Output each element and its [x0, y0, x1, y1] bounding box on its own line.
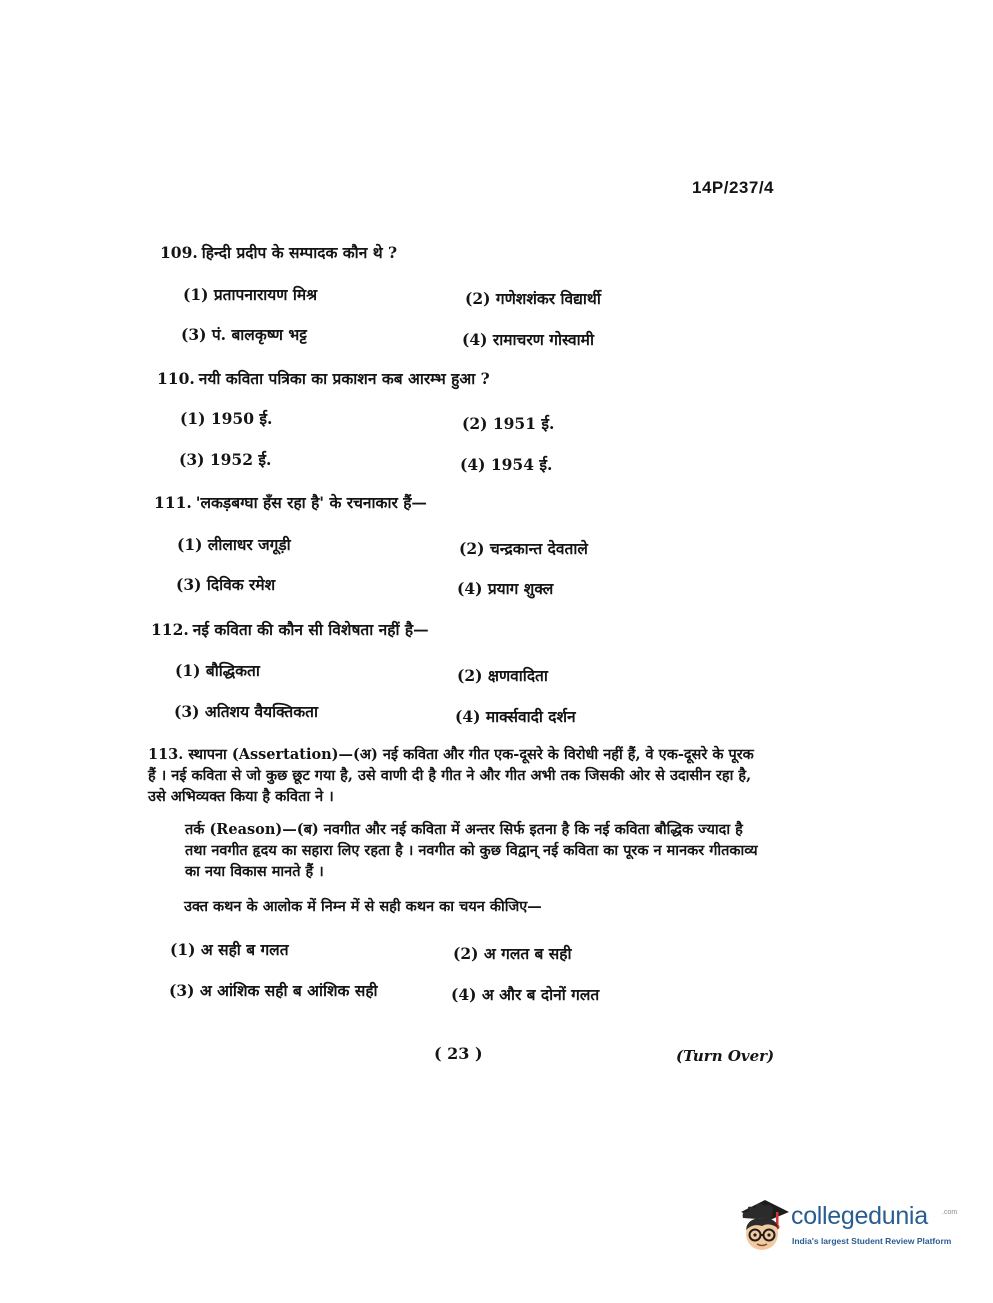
assertion-text: स्थापना (Assertation)—(अ) नई कविता और गीत एक-दूसरे के विरोधी नहीं हैं, वे एक-दूसरे के पूरक हैं । नई कविता से जो कुछ छूट गया है, उसे वाणी दी है गीत ने और गीत अभी तक जिसकी ओर से उदासीन रहा है, उसे अभिव्यक्त किया है कविता ने ।: [148, 746, 754, 805]
question-text: नई कविता की कौन सी विशेषता नहीं है—: [192, 620, 429, 639]
question-113-assertion: [148, 744, 766, 807]
option-109-1: (1) प्रतापनारायण मिश्र: [183, 285, 318, 304]
mascot-icon: [735, 1196, 791, 1258]
option-113-4: (4) अ और ब दोनों गलत: [451, 985, 600, 1004]
option-111-3: (3) दिविक रमेश: [176, 575, 276, 594]
option-113-3: (3) अ आंशिक सही ब आंशिक सही: [169, 981, 378, 1000]
option-109-2: (2) गणेशशंकर विद्यार्थी: [465, 289, 601, 308]
question-text: नयी कविता पत्रिका का प्रकाशन कब आरम्भ हुआ ?: [198, 369, 490, 388]
logo-suffix: .com: [942, 1209, 958, 1216]
turn-over-note: (Turn Over): [676, 1047, 775, 1065]
option-109-3: (3) पं. बालकृष्ण भट्ट: [181, 325, 307, 344]
option-112-4: (4) मार्क्सवादी दर्शन: [455, 707, 576, 726]
option-112-3: (3) अतिशय वैयक्तिकता: [174, 702, 318, 721]
question-113-reason: तर्क (Reason)—(ब) नवगीत और नई कविता में अन्तर सिर्फ इतना है कि नई कविता बौद्धिक ज्यादा है तथा नवगीत हृदय का सहारा लिए रहता है । नवगीत को कुछ विद्वान् नई कविता का पूरक न मानकर गीतकाव्य का नया विकास मानते हैं ।: [185, 821, 758, 880]
page-number: ( 23 ): [434, 1044, 483, 1063]
option-111-2: (2) चन्द्रकान्त देवताले: [459, 539, 588, 558]
option-110-1: (1) 1950 ई.: [180, 409, 273, 428]
question-111: [154, 491, 427, 513]
logo-name: collegedunia: [791, 1202, 928, 1230]
option-110-2: (2) 1951 ई.: [462, 414, 555, 433]
logo-tagline: India's largest Student Review Platform: [792, 1236, 952, 1246]
question-number: 113.: [148, 746, 184, 763]
option-112-1: (1) बौद्धिकता: [175, 661, 260, 680]
question-number: 110.: [157, 369, 195, 388]
option-113-2: (2) अ गलत ब सही: [453, 944, 572, 963]
option-113-1: (1) अ सही ब गलत: [170, 940, 289, 959]
option-110-3: (3) 1952 ई.: [179, 450, 272, 469]
option-112-2: (2) क्षणवादिता: [457, 666, 548, 685]
option-111-1: (1) लीलाधर जगूड़ी: [177, 535, 291, 554]
question-113-instruction: उक्त कथन के आलोक में निम्न में से सही कथन का चयन कीजिए—: [184, 898, 542, 915]
question-text: हिन्दी प्रदीप के सम्पादक कौन थे ?: [201, 243, 398, 262]
question-112: [151, 618, 429, 640]
question-109: [160, 241, 397, 263]
option-109-4: (4) रामाचरण गोस्वामी: [462, 330, 594, 349]
option-111-4: (4) प्रयाग शुक्ल: [457, 579, 554, 598]
question-number: 112.: [151, 620, 189, 639]
question-number: 111.: [154, 493, 192, 512]
collegedunia-logo: [735, 1196, 965, 1258]
paper-code: 14P/237/4: [692, 178, 775, 197]
question-number: 109.: [160, 243, 198, 262]
option-110-4: (4) 1954 ई.: [460, 455, 553, 474]
question-110: [157, 367, 490, 389]
question-text: 'लकड़बग्घा हँस रहा है' के रचनाकार हैं—: [195, 493, 427, 512]
